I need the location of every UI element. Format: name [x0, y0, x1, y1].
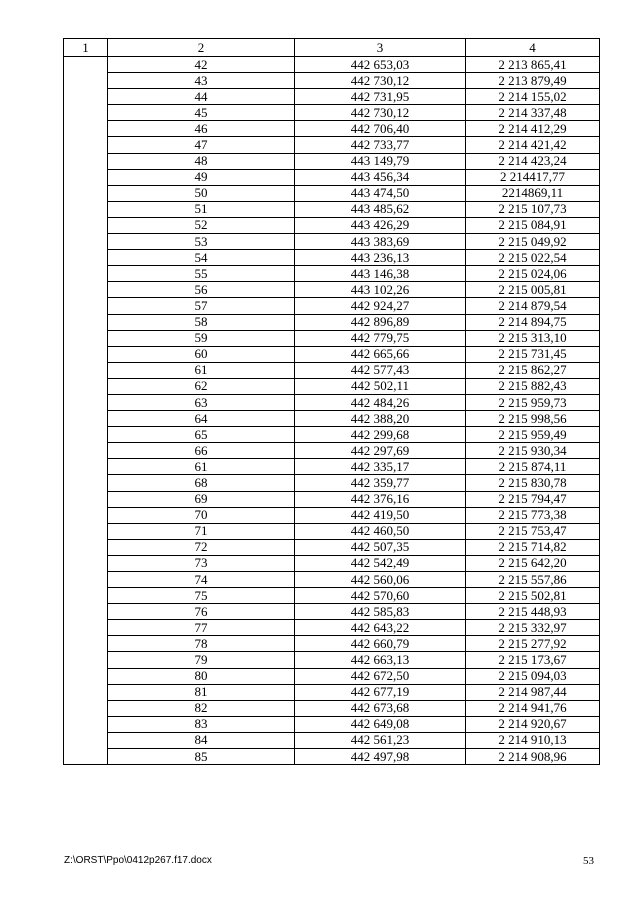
coord-x-cell: 442 924,27 — [295, 298, 466, 314]
point-number-cell: 61 — [108, 459, 295, 475]
point-number-cell: 57 — [108, 298, 295, 314]
coord-x-cell: 443 146,38 — [295, 266, 466, 282]
point-number-cell: 83 — [108, 716, 295, 732]
point-number-cell: 69 — [108, 491, 295, 507]
footer-page-number: 53 — [583, 855, 594, 867]
coord-y-cell: 2 215 049,92 — [466, 234, 600, 250]
coord-y-cell: 2 215 557,86 — [466, 572, 600, 588]
coord-x-cell: 442 643,22 — [295, 620, 466, 636]
table-row — [64, 266, 600, 282]
column-header-2: 2 — [108, 39, 295, 57]
point-number-cell: 53 — [108, 234, 295, 250]
point-number-cell: 60 — [108, 346, 295, 362]
table-row — [64, 668, 600, 684]
point-number-cell: 80 — [108, 668, 295, 684]
point-number-cell: 49 — [108, 169, 295, 185]
column-header-3: 3 — [295, 39, 466, 57]
coord-y-cell: 2 214 423,24 — [466, 153, 600, 169]
table-row — [64, 362, 600, 378]
table-row — [64, 475, 600, 491]
coord-y-cell: 2 215 005,81 — [466, 282, 600, 298]
table-row — [64, 523, 600, 539]
point-number-cell: 71 — [108, 523, 295, 539]
group-cell — [64, 57, 108, 765]
point-number-cell: 43 — [108, 73, 295, 89]
table-row — [64, 732, 600, 748]
point-number-cell: 62 — [108, 378, 295, 394]
coord-x-cell: 442 653,03 — [295, 57, 466, 73]
table-row — [64, 314, 600, 330]
point-number-cell: 55 — [108, 266, 295, 282]
table-row — [64, 684, 600, 700]
table-row — [64, 572, 600, 588]
coord-y-cell: 2 215 277,92 — [466, 636, 600, 652]
coord-x-cell: 442 388,20 — [295, 411, 466, 427]
coord-x-cell: 442 484,26 — [295, 394, 466, 410]
table-row — [64, 201, 600, 217]
point-number-cell: 44 — [108, 89, 295, 105]
table-row — [64, 105, 600, 121]
coord-x-cell: 442 665,66 — [295, 346, 466, 362]
coord-x-cell: 442 706,40 — [295, 121, 466, 137]
header-row — [64, 39, 600, 57]
coord-y-cell: 2 214 941,76 — [466, 700, 600, 716]
point-number-cell: 47 — [108, 137, 295, 153]
coord-y-cell: 2 215 959,73 — [466, 394, 600, 410]
coord-y-cell: 2 215 882,43 — [466, 378, 600, 394]
point-number-cell: 66 — [108, 443, 295, 459]
point-number-cell: 73 — [108, 555, 295, 571]
table-row — [64, 234, 600, 250]
table-row — [64, 443, 600, 459]
coord-x-cell: 443 383,69 — [295, 234, 466, 250]
coord-y-cell: 2 214 155,02 — [466, 89, 600, 105]
point-number-cell: 42 — [108, 57, 295, 73]
point-number-cell: 75 — [108, 588, 295, 604]
coord-y-cell: 2 215 332,97 — [466, 620, 600, 636]
table-row — [64, 652, 600, 668]
coord-x-cell: 442 673,68 — [295, 700, 466, 716]
coord-y-cell: 2 215 794,47 — [466, 491, 600, 507]
coord-x-cell: 442 577,43 — [295, 362, 466, 378]
table-row — [64, 411, 600, 427]
point-number-cell: 46 — [108, 121, 295, 137]
coordinates-table — [63, 38, 600, 765]
coord-y-cell: 2 215 022,54 — [466, 250, 600, 266]
coord-x-cell: 442 335,17 — [295, 459, 466, 475]
coord-x-cell: 442 570,60 — [295, 588, 466, 604]
coord-x-cell: 442 460,50 — [295, 523, 466, 539]
table-row — [64, 185, 600, 201]
coord-y-cell: 2 214 894,75 — [466, 314, 600, 330]
coord-y-cell: 2 215 862,27 — [466, 362, 600, 378]
coord-y-cell: 2214869,11 — [466, 185, 600, 201]
table-row — [64, 153, 600, 169]
coord-x-cell: 442 561,23 — [295, 732, 466, 748]
point-number-cell: 50 — [108, 185, 295, 201]
table-row — [64, 749, 600, 765]
coord-x-cell: 443 236,13 — [295, 250, 466, 266]
coord-y-cell: 2 214 908,96 — [466, 749, 600, 765]
coord-y-cell: 2 214 987,44 — [466, 684, 600, 700]
coord-x-cell: 442 677,19 — [295, 684, 466, 700]
coord-x-cell: 442 299,68 — [295, 427, 466, 443]
coord-y-cell: 2 213 879,49 — [466, 73, 600, 89]
point-number-cell: 61 — [108, 362, 295, 378]
coord-x-cell: 442 560,06 — [295, 572, 466, 588]
point-number-cell: 65 — [108, 427, 295, 443]
table-row — [64, 57, 600, 73]
table-row — [64, 427, 600, 443]
coord-y-cell: 2 214 421,42 — [466, 137, 600, 153]
coord-y-cell: 2 215 731,45 — [466, 346, 600, 362]
point-number-cell: 48 — [108, 153, 295, 169]
table-row — [64, 700, 600, 716]
coord-y-cell: 2 214417,77 — [466, 169, 600, 185]
coord-x-cell: 443 102,26 — [295, 282, 466, 298]
coord-x-cell: 442 376,16 — [295, 491, 466, 507]
coord-x-cell: 442 419,50 — [295, 507, 466, 523]
coord-y-cell: 2 215 714,82 — [466, 539, 600, 555]
table-row — [64, 378, 600, 394]
table-row — [64, 507, 600, 523]
coord-y-cell: 2 215 313,10 — [466, 330, 600, 346]
coord-y-cell: 2 215 094,03 — [466, 668, 600, 684]
table-row — [64, 604, 600, 620]
footer-file-path: Z:\ORST\Ppo\0412p267.f17.docx — [64, 855, 212, 866]
coord-y-cell: 2 215 959,49 — [466, 427, 600, 443]
coord-y-cell: 2 214 879,54 — [466, 298, 600, 314]
table-row — [64, 346, 600, 362]
coord-y-cell: 2 215 502,81 — [466, 588, 600, 604]
coord-y-cell: 2 215 173,67 — [466, 652, 600, 668]
coord-y-cell: 2 215 830,78 — [466, 475, 600, 491]
point-number-cell: 56 — [108, 282, 295, 298]
table-row — [64, 588, 600, 604]
point-number-cell: 78 — [108, 636, 295, 652]
table-row — [64, 330, 600, 346]
point-number-cell: 84 — [108, 732, 295, 748]
coord-y-cell: 2 214 920,67 — [466, 716, 600, 732]
coord-x-cell: 443 426,29 — [295, 217, 466, 233]
point-number-cell: 81 — [108, 684, 295, 700]
coord-x-cell: 443 474,50 — [295, 185, 466, 201]
coord-y-cell: 2 214 412,29 — [466, 121, 600, 137]
coord-y-cell: 2 215 930,34 — [466, 443, 600, 459]
coord-x-cell: 442 542,49 — [295, 555, 466, 571]
table-row — [64, 459, 600, 475]
table-row — [64, 73, 600, 89]
coord-x-cell: 443 149,79 — [295, 153, 466, 169]
coord-y-cell: 2 213 865,41 — [466, 57, 600, 73]
coord-x-cell: 442 585,83 — [295, 604, 466, 620]
coord-y-cell: 2 215 107,73 — [466, 201, 600, 217]
table-row — [64, 636, 600, 652]
point-number-cell: 59 — [108, 330, 295, 346]
coord-y-cell: 2 215 084,91 — [466, 217, 600, 233]
coord-y-cell: 2 215 874,11 — [466, 459, 600, 475]
table-row — [64, 217, 600, 233]
table-row — [64, 169, 600, 185]
coord-x-cell: 442 731,95 — [295, 89, 466, 105]
table-row — [64, 394, 600, 410]
coord-x-cell: 442 730,12 — [295, 105, 466, 121]
point-number-cell: 54 — [108, 250, 295, 266]
coord-x-cell: 443 456,34 — [295, 169, 466, 185]
coord-x-cell: 442 297,69 — [295, 443, 466, 459]
point-number-cell: 45 — [108, 105, 295, 121]
table-body — [64, 57, 600, 765]
table-row — [64, 716, 600, 732]
point-number-cell: 77 — [108, 620, 295, 636]
coord-x-cell: 442 896,89 — [295, 314, 466, 330]
coord-x-cell: 442 733,77 — [295, 137, 466, 153]
coord-y-cell: 2 214 910,13 — [466, 732, 600, 748]
coord-x-cell: 442 660,79 — [295, 636, 466, 652]
table-row — [64, 555, 600, 571]
coord-x-cell: 442 359,77 — [295, 475, 466, 491]
table-row — [64, 298, 600, 314]
point-number-cell: 52 — [108, 217, 295, 233]
column-header-1: 1 — [64, 39, 108, 57]
coord-x-cell: 442 497,98 — [295, 749, 466, 765]
coord-x-cell: 442 502,11 — [295, 378, 466, 394]
table-row — [64, 89, 600, 105]
point-number-cell: 72 — [108, 539, 295, 555]
point-number-cell: 85 — [108, 749, 295, 765]
point-number-cell: 74 — [108, 572, 295, 588]
point-number-cell: 79 — [108, 652, 295, 668]
table-row — [64, 121, 600, 137]
coord-y-cell: 2 214 337,48 — [466, 105, 600, 121]
point-number-cell: 64 — [108, 411, 295, 427]
coord-x-cell: 442 730,12 — [295, 73, 466, 89]
coord-y-cell: 2 215 024,06 — [466, 266, 600, 282]
point-number-cell: 58 — [108, 314, 295, 330]
point-number-cell: 63 — [108, 394, 295, 410]
table-row — [64, 282, 600, 298]
coord-y-cell: 2 215 448,93 — [466, 604, 600, 620]
coord-x-cell: 443 485,62 — [295, 201, 466, 217]
point-number-cell: 70 — [108, 507, 295, 523]
coord-x-cell: 442 663,13 — [295, 652, 466, 668]
coord-y-cell: 2 215 642,20 — [466, 555, 600, 571]
coord-x-cell: 442 779,75 — [295, 330, 466, 346]
point-number-cell: 68 — [108, 475, 295, 491]
point-number-cell: 51 — [108, 201, 295, 217]
point-number-cell: 82 — [108, 700, 295, 716]
table-row — [64, 539, 600, 555]
table-row — [64, 250, 600, 266]
coord-x-cell: 442 649,08 — [295, 716, 466, 732]
coord-y-cell: 2 215 773,38 — [466, 507, 600, 523]
table-row — [64, 620, 600, 636]
table-row — [64, 137, 600, 153]
point-number-cell: 76 — [108, 604, 295, 620]
coord-y-cell: 2 215 753,47 — [466, 523, 600, 539]
coord-y-cell: 2 215 998,56 — [466, 411, 600, 427]
table-row — [64, 491, 600, 507]
column-header-4: 4 — [466, 39, 600, 57]
coord-x-cell: 442 672,50 — [295, 668, 466, 684]
coord-x-cell: 442 507,35 — [295, 539, 466, 555]
